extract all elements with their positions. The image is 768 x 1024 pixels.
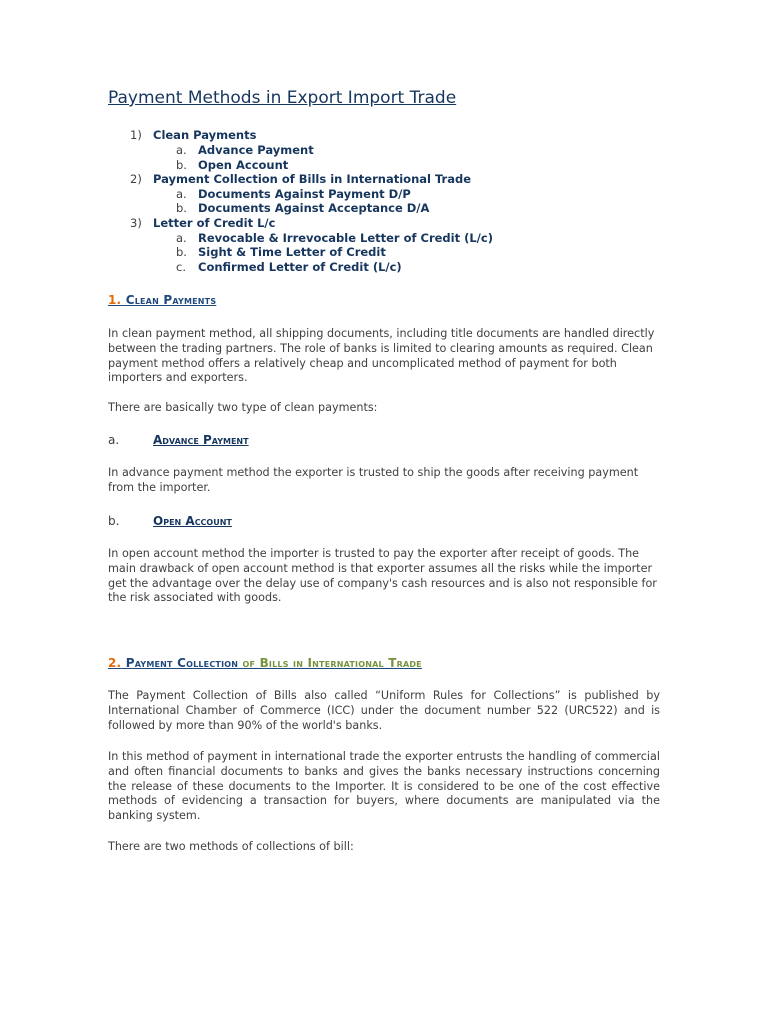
paragraph: The Payment Collection of Bills also called “Uniform Rules for Collections” is published by International Chamber of Commerce (ICC) under the document number 522 (URC522) and is followed by more than 90% of the world's banks. — [108, 689, 660, 732]
subsection-heading-open-account: Open Account — [153, 514, 232, 528]
toc-number: c. — [176, 260, 186, 274]
paragraph: There are basically two type of clean payments: — [108, 401, 378, 414]
paragraph: In open account method the importer is trusted to pay the exporter after receipt of goods. The main drawback of open account method is that exporter assumes all the risks while the importer get the advantage over the delay use of company's cash resources and is also not responsible for the risk associated with goods. — [108, 547, 657, 605]
toc-label: Payment Collection of Bills in International Trade — [153, 172, 472, 186]
toc-number: b. — [176, 245, 187, 259]
paragraph: In advance payment method the exporter is trusted to ship the goods after receiving payment from the importer. — [108, 466, 639, 494]
toc-label: Letter of Credit L/c — [153, 216, 276, 230]
toc-label: Documents Against Acceptance D/A — [198, 201, 430, 215]
section-heading-text: Payment Collection — [125, 656, 239, 670]
document-title: Payment Methods in Export Import Trade — [108, 88, 457, 108]
toc-label: Open Account — [198, 158, 289, 172]
toc-label: Sight & Time Letter of Credit — [198, 245, 386, 259]
toc-label: Confirmed Letter of Credit (L/c) — [198, 260, 402, 274]
toc-number: 2) — [130, 172, 142, 186]
toc-number: a. — [176, 143, 187, 157]
toc-number: a. — [176, 231, 187, 245]
toc-label: Documents Against Payment D/P — [198, 187, 411, 201]
section-heading-text: Clean Payments — [125, 293, 217, 307]
paragraph: In this method of payment in international trade the exporter entrusts the handling of commercial and often financial documents to banks and gives the banks necessary instructions concerning the release of these documents to the Importer. It is considered to be one of the cost effective methods of evidencing a transaction for buyers, where documents are manipulated via the banking system. — [108, 750, 660, 823]
paragraph: There are two methods of collections of bill: — [108, 840, 354, 853]
section-heading-clean-payments — [108, 293, 216, 307]
section-heading-text: of Bills in International Trade — [242, 656, 422, 670]
section-number: 2. — [108, 656, 122, 670]
toc-label: Clean Payments — [153, 128, 257, 142]
toc-number: 1) — [130, 128, 142, 142]
section-number: 1. — [108, 293, 122, 307]
section-heading-payment-collection — [108, 656, 422, 670]
toc-number: a. — [176, 187, 187, 201]
toc-label: Revocable & Irrevocable Letter of Credit (L/c) — [198, 231, 493, 245]
toc-number: 3) — [130, 216, 142, 230]
paragraph: In clean payment method, all shipping documents, including title documents are handled directly between the trading partners. The role of banks is limited to clearing amounts as required. Clean payment method offers a relatively cheap and uncomplicated method of payment for both importers and exporters. — [108, 327, 655, 385]
subsection-letter: a. — [108, 433, 120, 447]
subsection-heading-advance-payment: Advance Payment — [153, 433, 249, 447]
subsection-letter: b. — [108, 514, 120, 528]
toc-number: b. — [176, 158, 187, 172]
toc-number: b. — [176, 201, 187, 215]
toc-label: Advance Payment — [198, 143, 314, 157]
